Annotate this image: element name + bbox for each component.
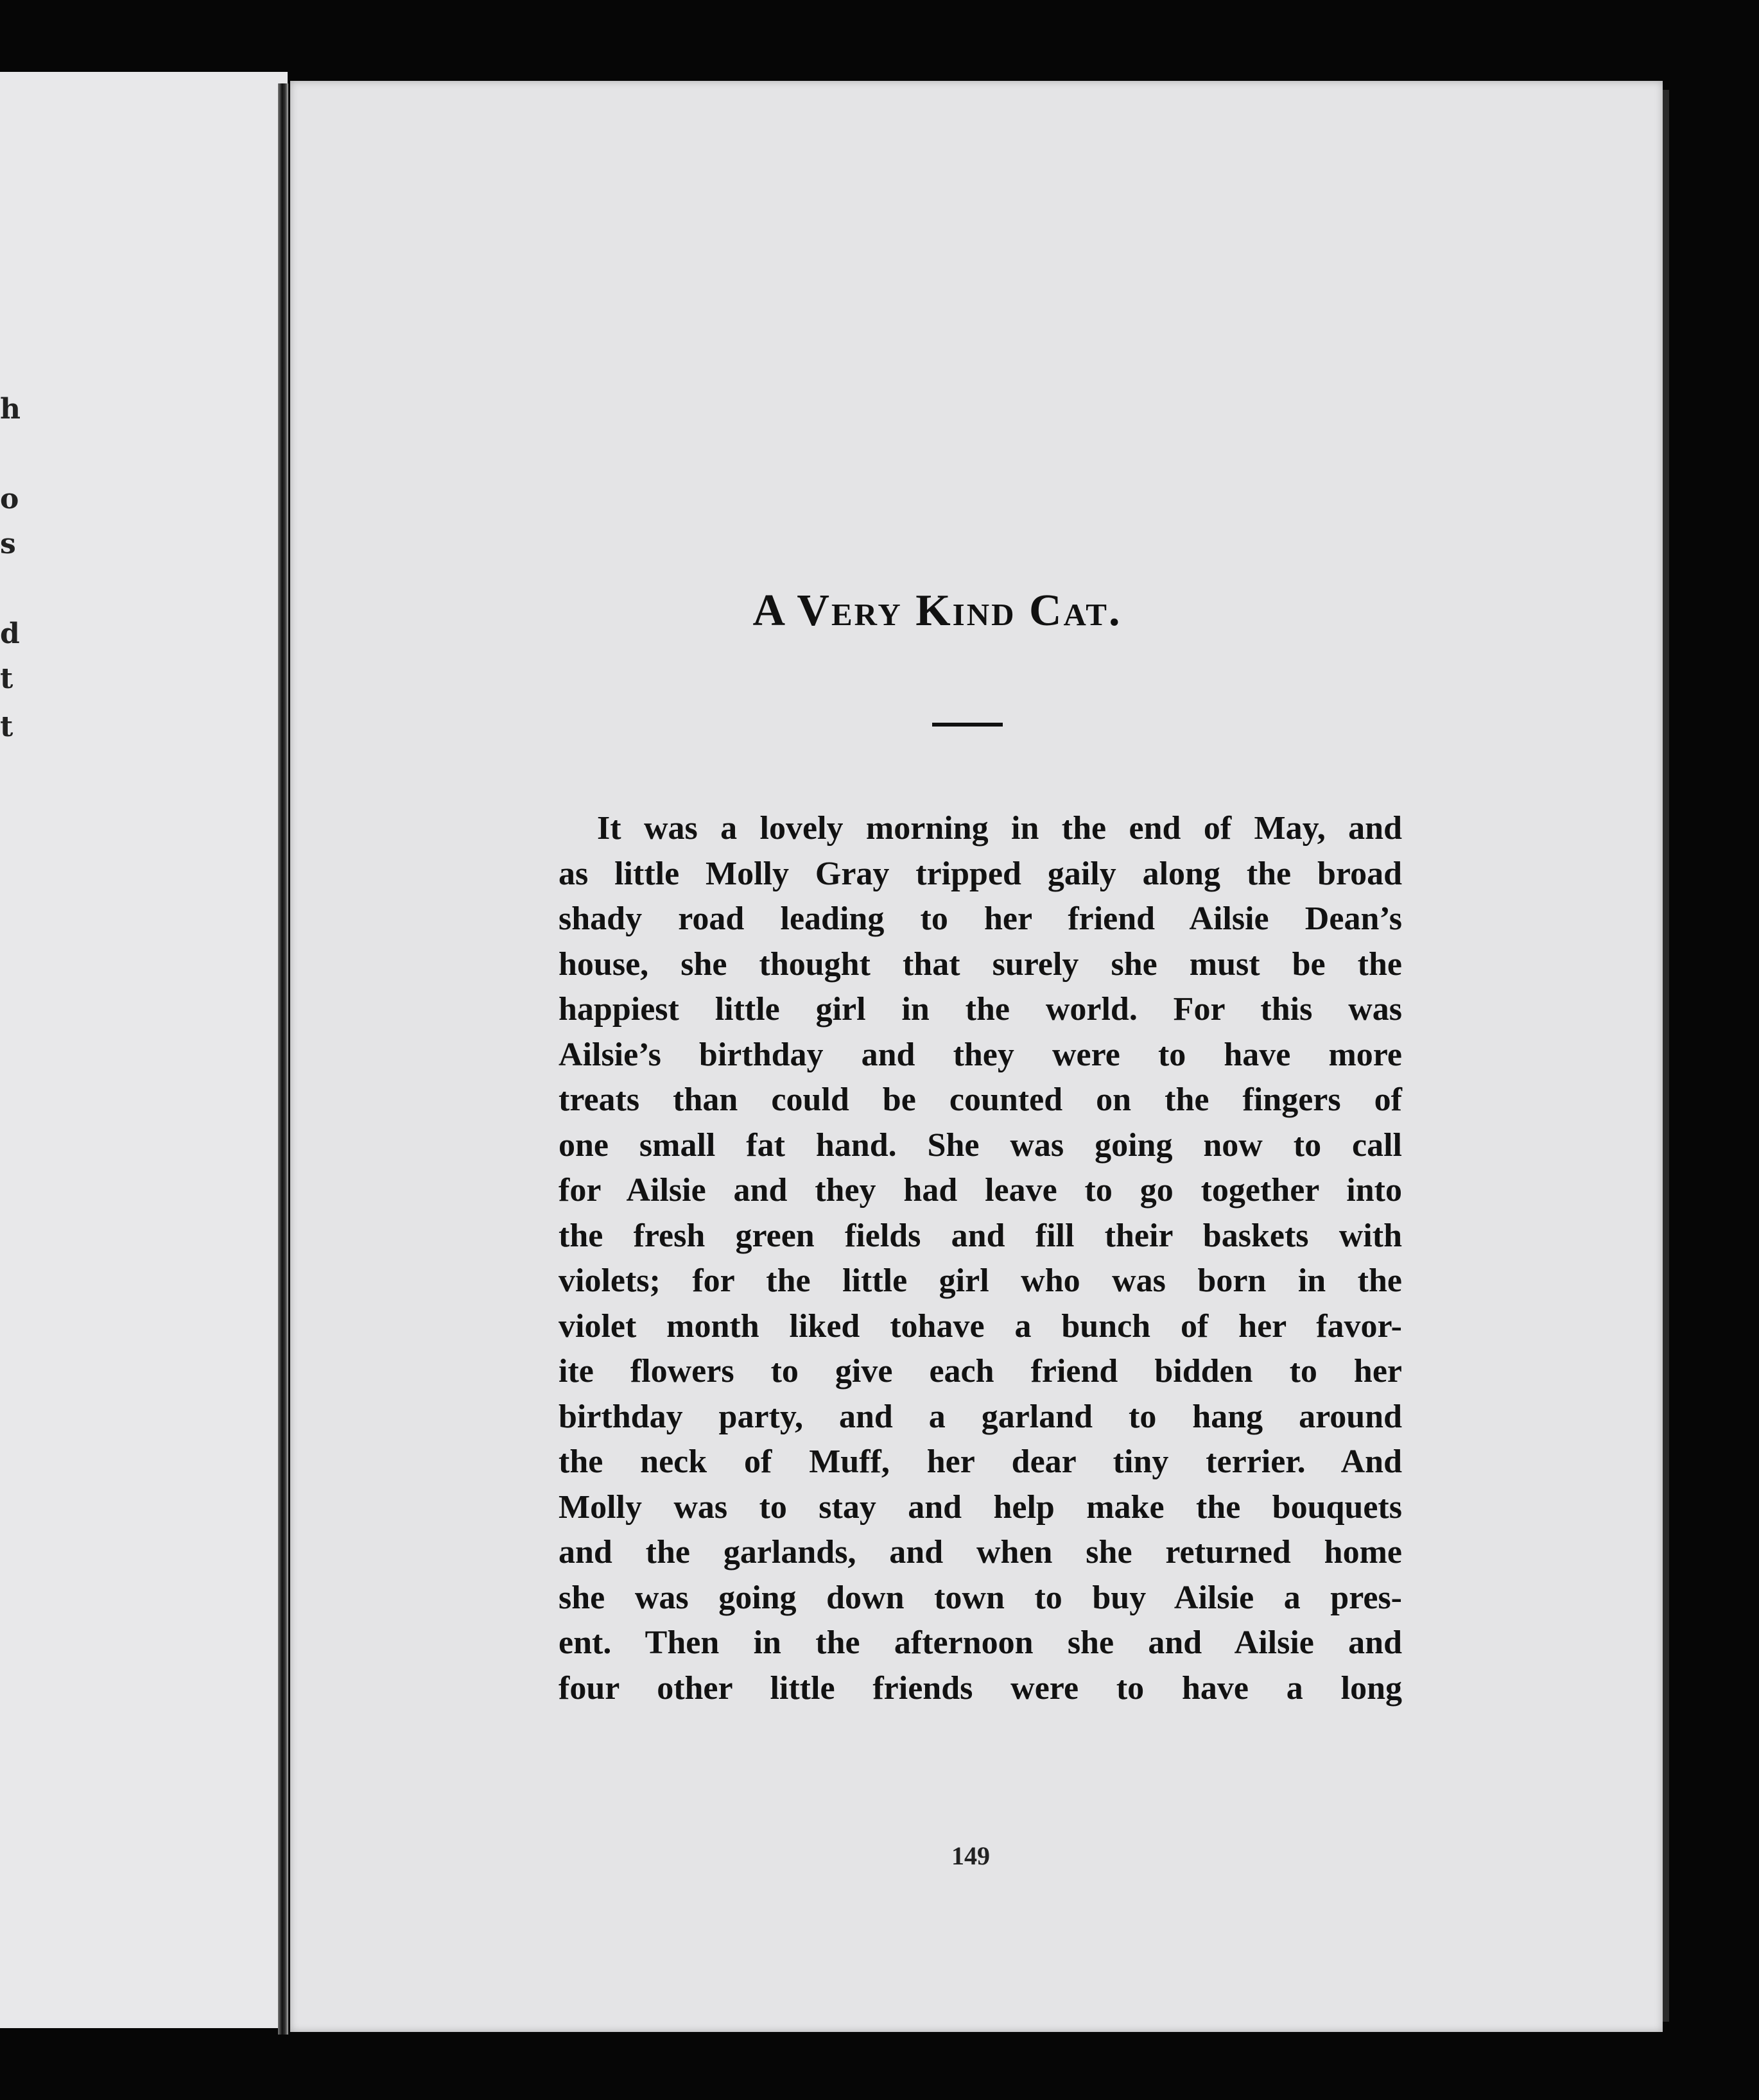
text-line: violets; for the little girl who was born in the: [559, 1262, 1402, 1299]
left-page-fragment: t: [0, 710, 13, 743]
chapter-title: A Very Kind Cat.: [752, 586, 1122, 635]
text-line: ent. Then in the afternoon she and Ailsie and: [559, 1624, 1402, 1661]
page-number: 149: [951, 1841, 990, 1870]
text-line: birthday party, and a garland to hang around: [559, 1398, 1402, 1435]
text-line: the fresh green fields and fill their baskets with: [559, 1217, 1402, 1254]
text-line: Molly was to stay and help make the bouquets: [559, 1488, 1402, 1526]
text-line: for Ailsie and they had leave to go together into: [559, 1172, 1402, 1209]
left-page-fragment: d: [0, 617, 20, 650]
text-line: happiest little girl in the world. For this was: [559, 991, 1402, 1028]
left-page-fragment: o: [0, 483, 19, 515]
text-line: four other little friends were to have a long: [559, 1669, 1402, 1707]
text-line: violet month liked tohave a bunch of her favor-: [559, 1307, 1402, 1345]
chapter-body: [559, 806, 1402, 1711]
text-line: It was a lovely morning in the end of May, and: [597, 810, 1402, 847]
text-line: and the garlands, and when she returned home: [559, 1534, 1402, 1571]
left-page-fragment: s: [0, 528, 16, 560]
text-line: the neck of Muff, her dear tiny terrier. And: [559, 1443, 1402, 1480]
text-line: one small fat hand. She was going now to call: [559, 1126, 1402, 1164]
text-line: shady road leading to her friend Ailsie Dean’s: [559, 900, 1402, 937]
left-page: [0, 72, 288, 2028]
right-page: [290, 81, 1663, 2032]
text-line: treats than could be counted on the fingers of: [559, 1081, 1402, 1118]
text-line: she was going down town to buy Ailsie a pres-: [559, 1579, 1402, 1616]
left-page-fragment: h: [0, 393, 21, 426]
text-line: Ailsie’s birthday and they were to have more: [559, 1036, 1402, 1073]
page-edge: [1663, 90, 1669, 2022]
left-page-fragment: t: [0, 662, 13, 695]
text-line: as little Molly Gray tripped gaily along the broad: [559, 855, 1402, 892]
text-line: ite flowers to give each friend bidden to her: [559, 1353, 1402, 1390]
book-spine: [278, 83, 288, 2035]
text-line: house, she thought that surely she must be the: [559, 945, 1402, 983]
title-rule: [932, 723, 1003, 727]
